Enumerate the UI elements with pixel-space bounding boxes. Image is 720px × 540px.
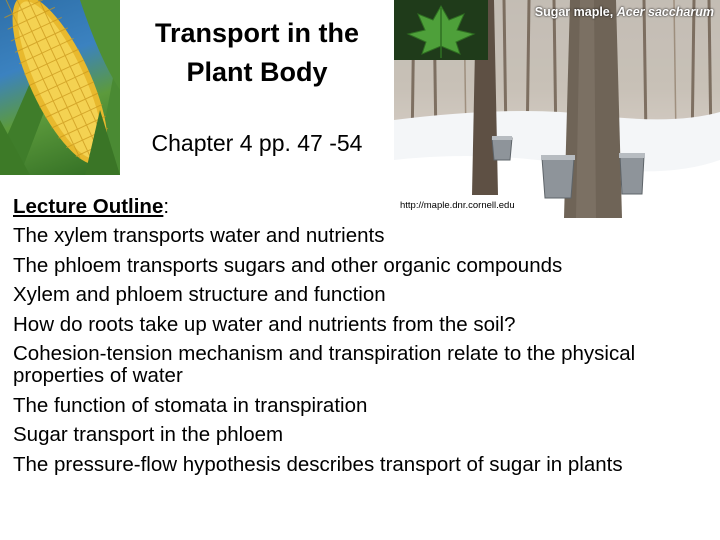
corn-photo (0, 0, 120, 175)
lecture-outline (13, 192, 717, 480)
outline-heading-line: Lecture Outline: (13, 195, 170, 218)
outline-item: The pressure-flow hypothesis describes transport of sugar in plants (13, 452, 623, 476)
photo-caption: Sugar maple, Acer saccharum (534, 5, 714, 19)
outline-item: Sugar transport in the phloem (13, 423, 284, 446)
outline-item: Xylem and phloem structure and function (13, 283, 386, 306)
photo-credit-link[interactable]: http://maple.dnr.cornell.edu (400, 200, 515, 211)
outline-list (13, 222, 717, 480)
maple-photo (394, 0, 720, 218)
outline-heading: Lecture Outline (13, 195, 164, 218)
slide-title: Transport in the Plant Body (154, 18, 360, 87)
outline-item: Cohesion-tension mechanism and transpiration relate to the physical properties of water (13, 342, 636, 387)
outline-item: The function of stomata in transpiration (13, 393, 368, 417)
outline-item: The phloem transports sugars and other organic compounds (13, 253, 563, 277)
outline-item: How do roots take up water and nutrients from the soil? (13, 312, 516, 336)
outline-item: The xylem transports water and nutrients (13, 224, 385, 247)
slide-subtitle: Chapter 4 pp. 47 -54 (151, 130, 363, 156)
